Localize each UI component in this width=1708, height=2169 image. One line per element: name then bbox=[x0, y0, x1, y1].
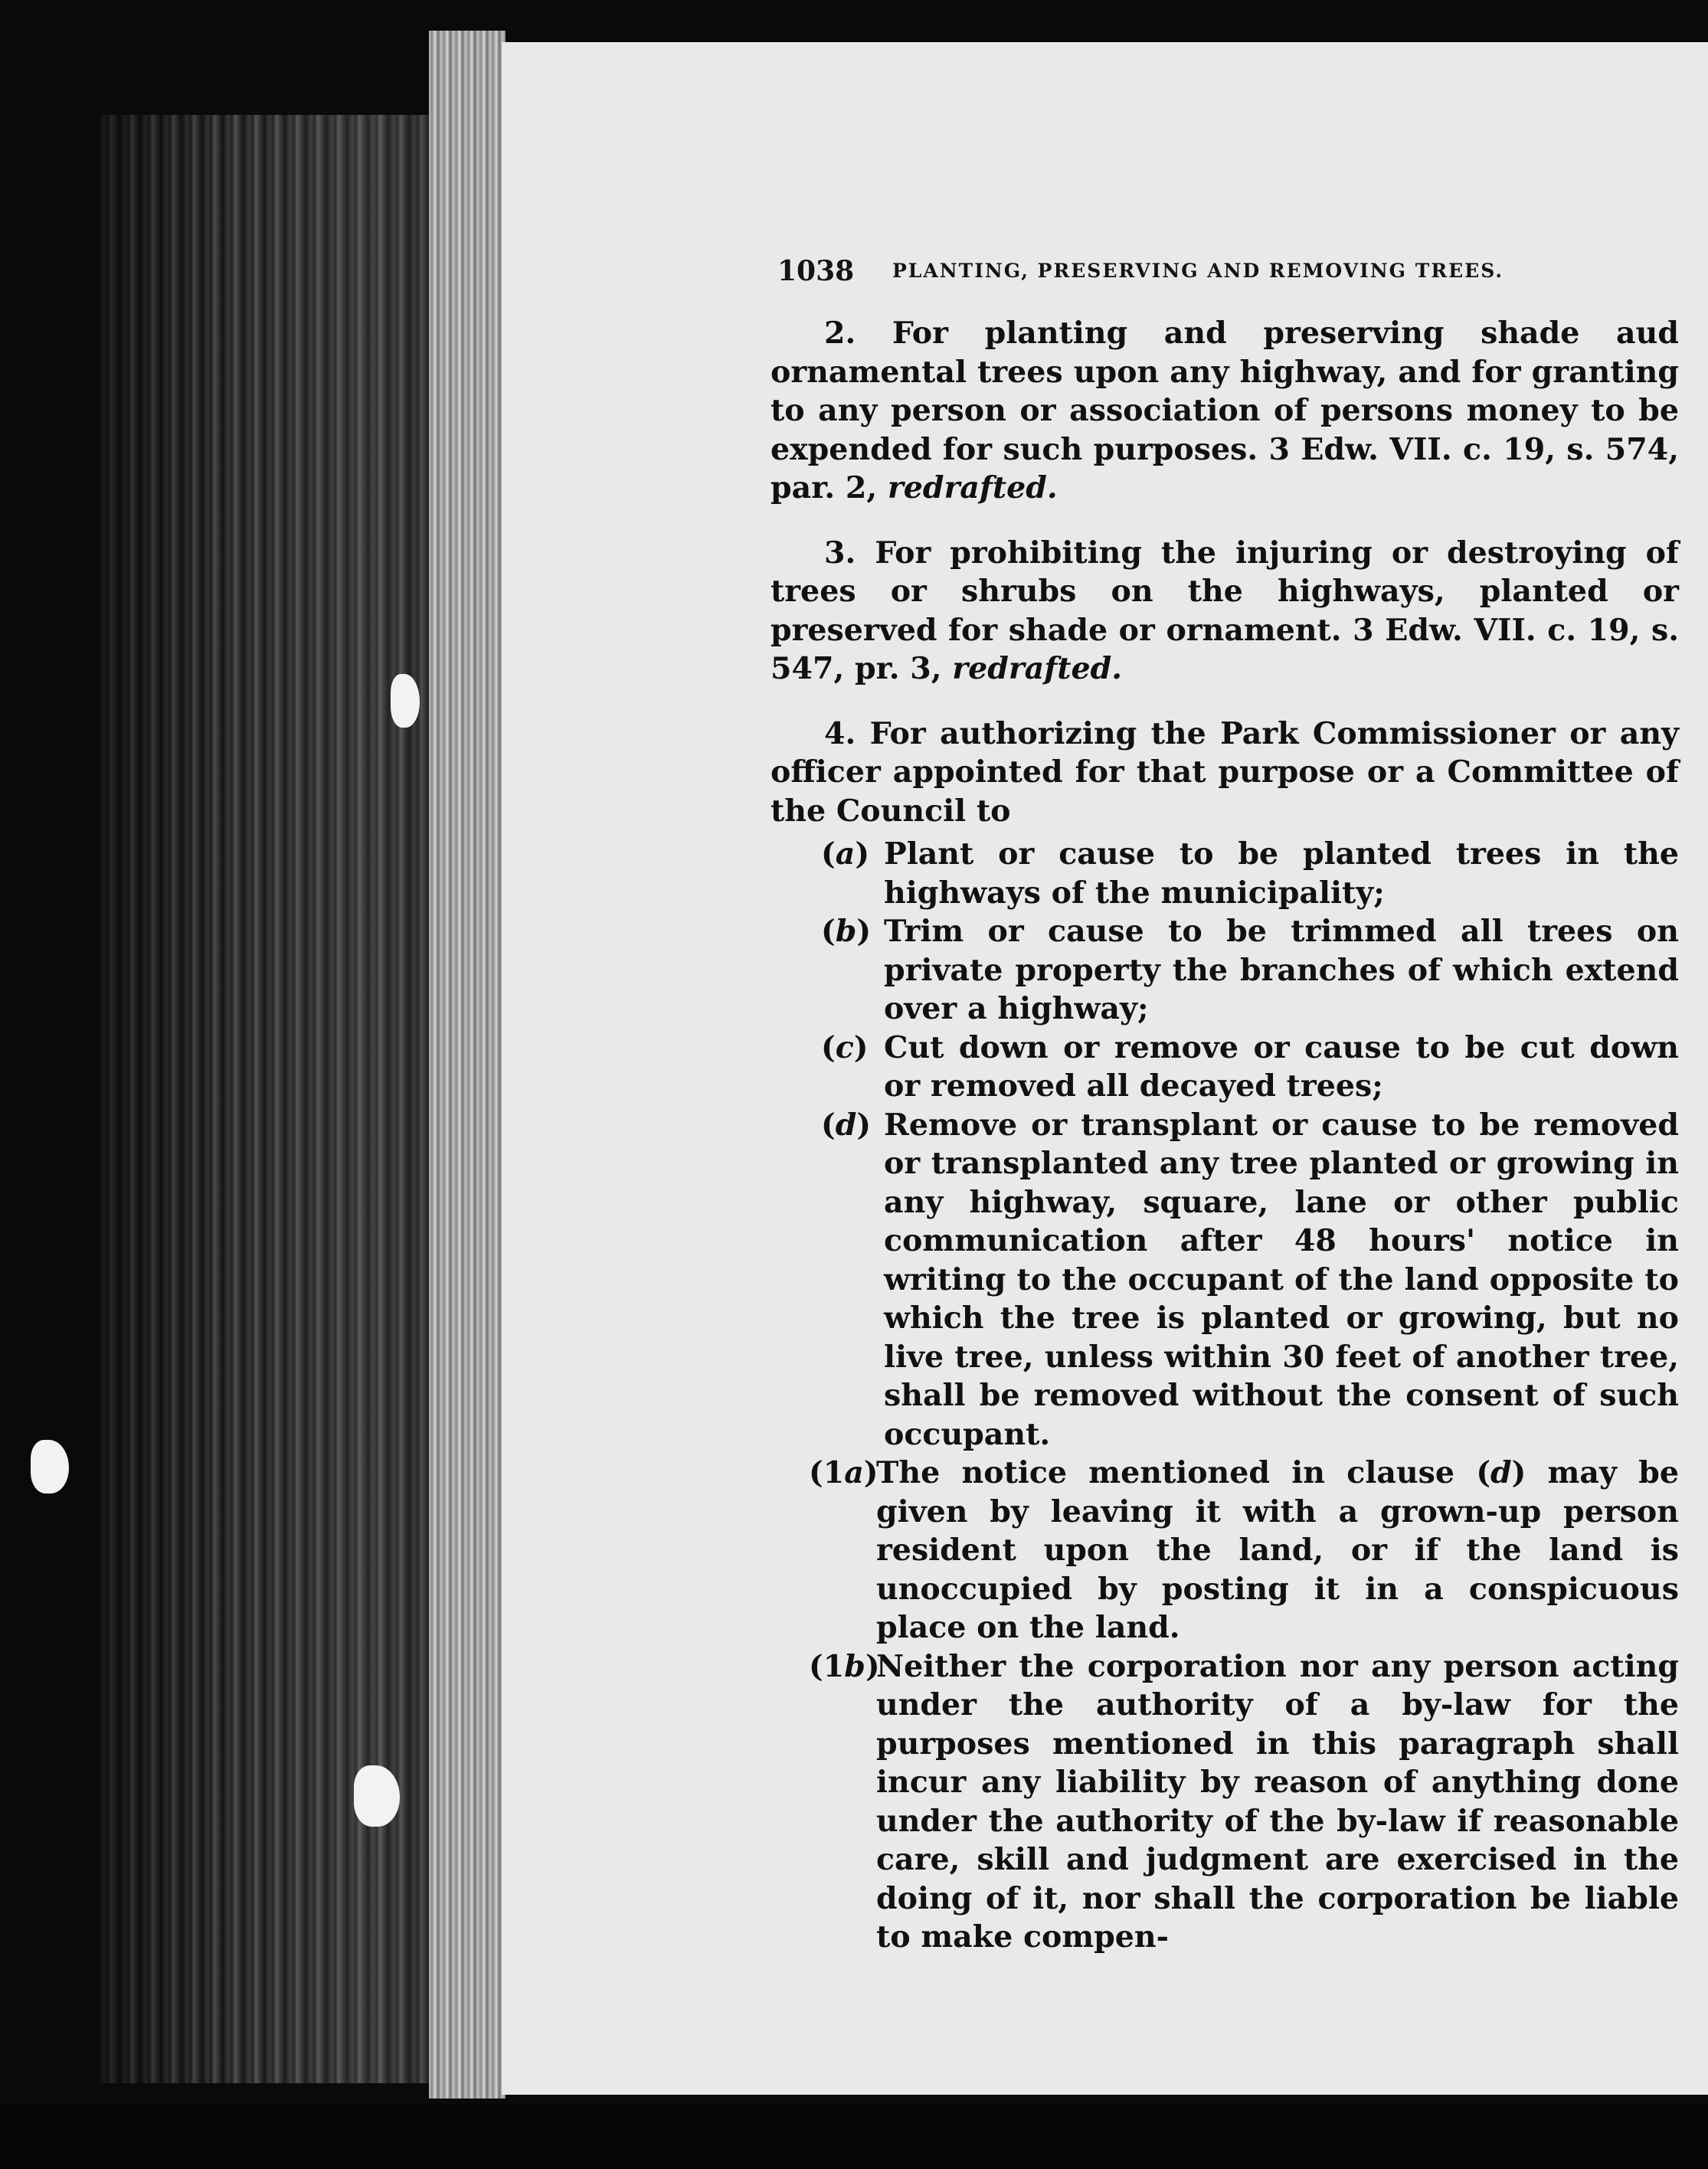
clause-label: (a) bbox=[821, 836, 870, 872]
paragraph-text: For prohibiting the injuring or destroying of trees or shrubs on the highways, planted or preserved for shade or ornament. 3 Edw. VII. c. 19, s. 547, pr. 3, bbox=[771, 535, 1679, 686]
clause-label: (1a) bbox=[809, 1455, 879, 1490]
citation-italic: redrafted. bbox=[952, 651, 1122, 686]
paragraph-3 bbox=[771, 534, 1679, 689]
page-number: 1038 bbox=[777, 255, 855, 287]
paragraph-number: 3. bbox=[824, 535, 856, 571]
statute-text bbox=[771, 314, 1679, 1957]
paragraph-number: 4. bbox=[824, 715, 856, 751]
citation-italic: redrafted. bbox=[887, 470, 1058, 505]
page-blemish bbox=[354, 1765, 400, 1827]
clause-c bbox=[771, 1029, 1679, 1106]
clause-d bbox=[771, 1106, 1679, 1454]
clause-text: Remove or transplant or cause to be removed or transplanted any tree planted or growing in any highway, square, lane or other public communication after 48 hours' notice in writing to the occupant of the land opposite to which the tree is planted or growing, but no live tree, unless within 30 feet of another tree, shall be removed without the consent of such occupant. bbox=[884, 1107, 1679, 1452]
clause-label: (1b) bbox=[809, 1648, 880, 1684]
clause-label: (c) bbox=[821, 1029, 869, 1065]
clause-a bbox=[771, 835, 1679, 912]
page-header bbox=[777, 255, 1689, 295]
clause-b bbox=[771, 912, 1679, 1029]
paragraph-text: For authorizing the Park Commissioner or any officer appointed for that purpose or a Committee of the Council to bbox=[771, 715, 1679, 829]
clause-text: Trim or cause to be trimmed all trees on private property the branches of which extend over a highway; bbox=[884, 914, 1679, 1026]
clause-1b bbox=[771, 1647, 1679, 1957]
book-binding bbox=[429, 31, 506, 2099]
book-page-edges bbox=[100, 115, 467, 2083]
clause-text: The notice mentioned in clause (d) may be given by leaving it with a grown-up person resident upon the land, or if the land is unoccupied by posting it in a conspicuous place on the land. bbox=[876, 1455, 1679, 1645]
clause-text: Plant or cause to be planted trees in the highways of the municipality; bbox=[884, 836, 1679, 911]
page-blemish bbox=[391, 674, 420, 728]
clause-text: Cut down or remove or cause to be cut down or removed all decayed trees; bbox=[884, 1029, 1679, 1104]
page-blemish bbox=[31, 1440, 69, 1493]
running-head: PLANTING, PRESERVING AND REMOVING TREES. bbox=[892, 260, 1504, 282]
paragraph-number: 2. bbox=[824, 316, 856, 351]
clause-label: (d) bbox=[821, 1107, 872, 1143]
clause-label: (b) bbox=[821, 914, 872, 949]
paragraph-text: For planting and preserving shade aud ornamental trees upon any highway, and for granting to any person or association of persons money to be expended for such purposes. 3 Edw. VII. c. 19, s. 574, par. 2, bbox=[771, 316, 1679, 505]
paragraph-2 bbox=[771, 314, 1679, 508]
clause-text: Neither the corporation nor any person acting under the authority of a by-law for the purposes mentioned in this paragraph shall incur any liability by reason of anything done under the authority of the by-law if reasonable care, skill and judgment are exercised in the doing of it, nor shall the corporation be liable to make compen- bbox=[876, 1648, 1679, 1955]
scan-border bbox=[0, 2105, 1708, 2169]
paragraph-4 bbox=[771, 715, 1679, 831]
clause-1a bbox=[771, 1454, 1679, 1647]
